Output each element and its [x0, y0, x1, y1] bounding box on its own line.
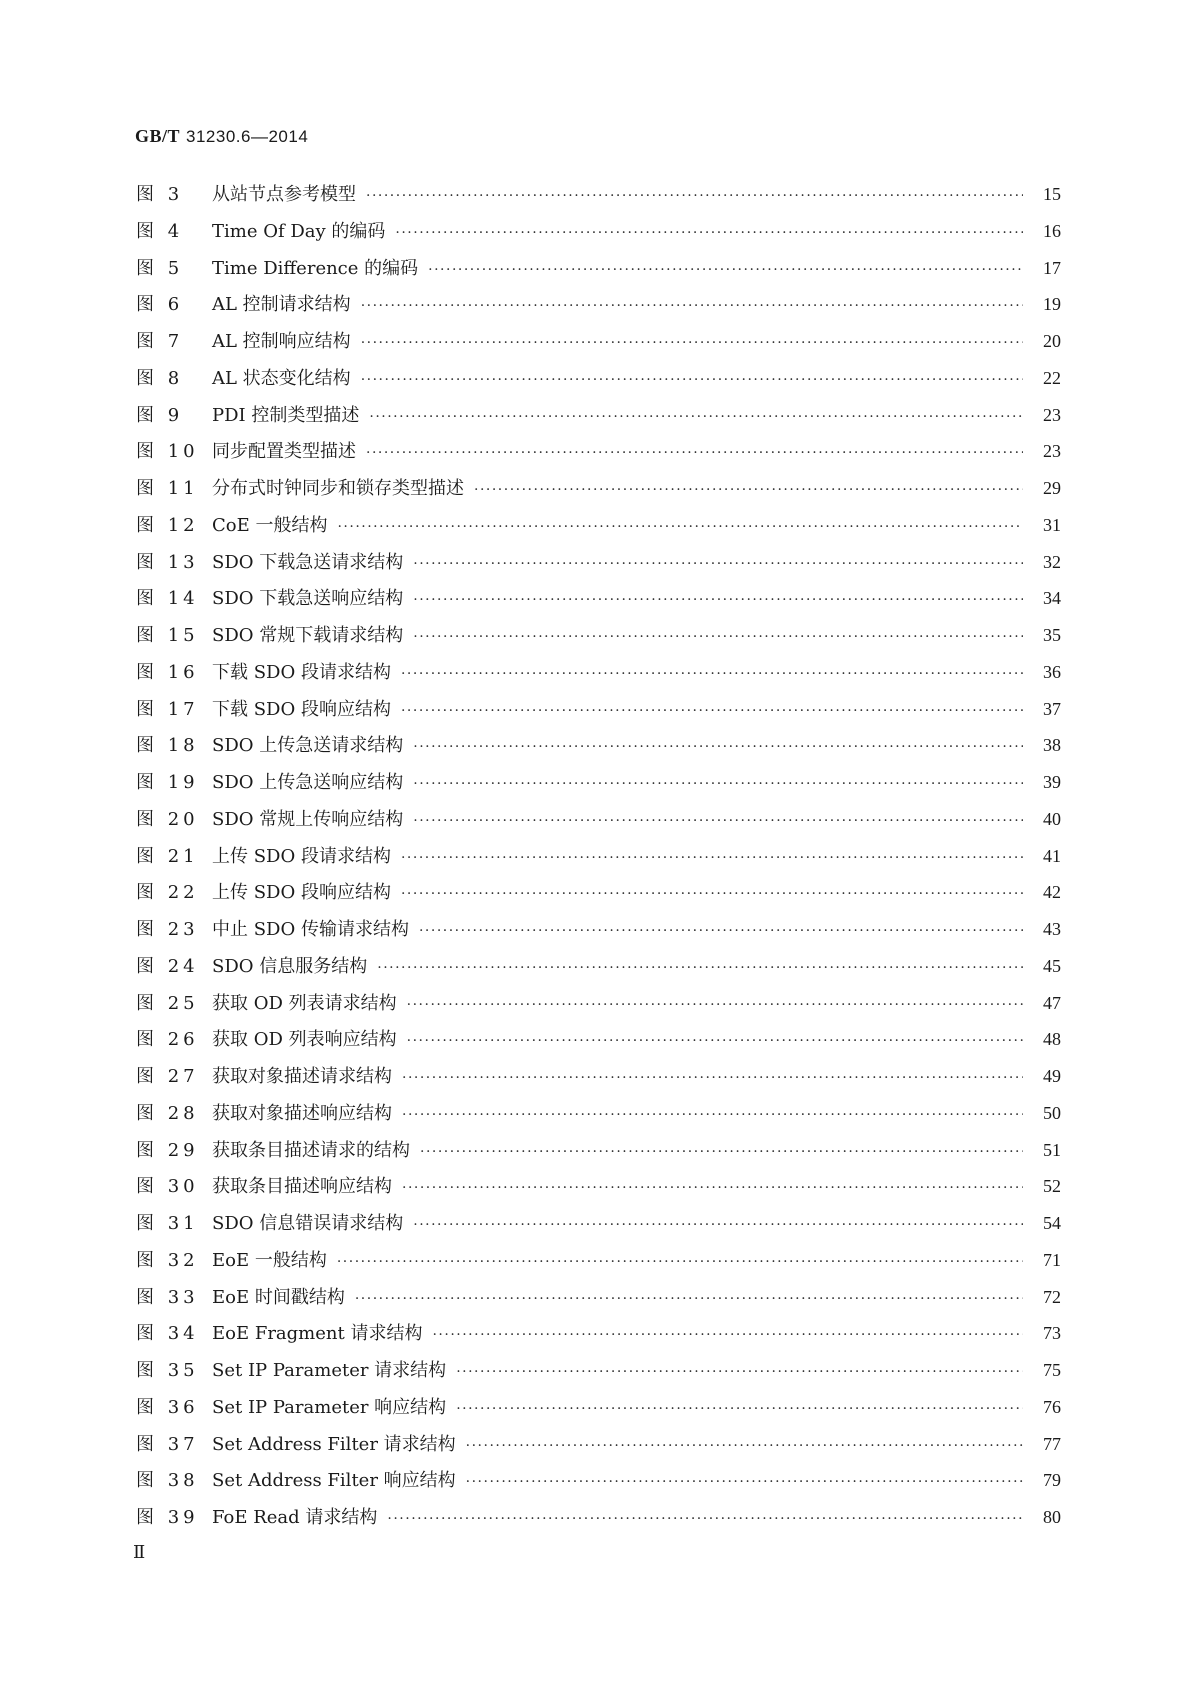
figure-label: 图 21: [136, 845, 199, 867]
page-number: 38: [1043, 735, 1061, 756]
toc-entry[interactable]: [136, 838, 1061, 875]
dot-leader: [337, 509, 1023, 546]
figure-label: 图 37: [136, 1433, 199, 1455]
toc-entry[interactable]: [136, 1132, 1061, 1169]
toc-entry[interactable]: [136, 1168, 1061, 1205]
figure-label: 图 6: [136, 294, 184, 316]
figure-label: 图 7: [136, 331, 184, 352]
page-number: 37: [1043, 698, 1061, 719]
dot-leader: [456, 1354, 1023, 1391]
figure-title: PDI 控制类型描述: [212, 404, 360, 426]
toc-entry[interactable]: [136, 948, 1061, 985]
page-number: 39: [1043, 772, 1061, 792]
toc-entry[interactable]: [136, 1352, 1061, 1389]
page-number: 45: [1043, 955, 1061, 976]
dot-leader: [401, 693, 1023, 730]
figure-title: 获取条目描述请求的结构: [212, 1139, 410, 1161]
figure-label: 图 33: [136, 1286, 199, 1308]
toc-entry[interactable]: [136, 985, 1061, 1022]
dot-leader: [456, 1391, 1023, 1428]
toc-entry[interactable]: [136, 1499, 1061, 1536]
dot-leader: [355, 1281, 1023, 1318]
figure-title: EoE Fragment 请求结构: [212, 1323, 423, 1345]
figure-title: AL 控制请求结构: [212, 294, 351, 316]
dot-leader: [401, 840, 1023, 877]
toc-entry[interactable]: [136, 1058, 1061, 1095]
figure-title: Time Of Day 的编码: [212, 220, 386, 242]
figure-label: 图 14: [136, 588, 199, 610]
dot-leader: [387, 1501, 1023, 1538]
page-number: 23: [1043, 441, 1061, 462]
figure-title: SDO 信息服务结构: [212, 955, 368, 977]
figure-label: 图 34: [136, 1323, 199, 1345]
toc-entry[interactable]: [136, 213, 1061, 250]
figure-title: Set IP Parameter 响应结构: [212, 1396, 447, 1418]
page-number: 35: [1043, 625, 1061, 645]
figure-label: 图 19: [136, 772, 199, 793]
figure-title: 获取 OD 列表响应结构: [212, 1029, 397, 1051]
toc-entry[interactable]: [136, 801, 1061, 838]
toc-entry[interactable]: [136, 250, 1061, 287]
figure-title: 上传 SDO 段响应结构: [212, 882, 391, 904]
figure-title: SDO 下载急送请求结构: [212, 551, 404, 573]
dot-leader: [413, 803, 1023, 840]
figure-title: EoE 时间戳结构: [212, 1286, 345, 1308]
figure-label: 图 27: [136, 1066, 199, 1087]
toc-entry[interactable]: [136, 1095, 1061, 1132]
figure-title: Set Address Filter 请求结构: [212, 1433, 456, 1455]
page-number: 36: [1043, 661, 1061, 682]
figure-label: 图 26: [136, 1029, 199, 1051]
toc-entry[interactable]: [136, 691, 1061, 728]
figure-title: Set IP Parameter 请求结构: [212, 1360, 447, 1381]
figure-label: 图 15: [136, 625, 199, 646]
page-number: 40: [1043, 808, 1061, 829]
toc-entry[interactable]: [136, 507, 1061, 544]
dot-leader: [466, 1464, 1023, 1501]
figure-title: 获取 OD 列表请求结构: [212, 992, 397, 1014]
page-number: 50: [1043, 1102, 1061, 1123]
page-number: 31: [1043, 514, 1061, 535]
figure-title: SDO 信息错误请求结构: [212, 1213, 404, 1234]
figure-title: AL 控制响应结构: [212, 331, 351, 352]
toc-entry[interactable]: [136, 1389, 1061, 1426]
dot-leader: [369, 399, 1023, 436]
figure-label: 图 20: [136, 808, 199, 830]
figure-title: 获取条目描述响应结构: [212, 1176, 392, 1198]
toc-entry[interactable]: [136, 1279, 1061, 1316]
dot-leader: [361, 362, 1023, 399]
figure-title: SDO 下载急送响应结构: [212, 588, 404, 610]
dot-leader: [420, 1134, 1023, 1171]
page-number: 17: [1043, 257, 1061, 278]
figure-title: 从站节点参考模型: [212, 184, 356, 205]
figure-title: 下载 SDO 段响应结构: [212, 698, 391, 720]
toc-entry[interactable]: [136, 580, 1061, 617]
page-number: 77: [1043, 1433, 1061, 1454]
page-number: 34: [1043, 588, 1061, 609]
figure-label: 图 5: [136, 257, 184, 279]
dot-leader: [413, 1207, 1023, 1244]
figure-title: SDO 上传急送响应结构: [212, 772, 404, 793]
figure-label: 图 28: [136, 1102, 199, 1124]
figure-label: 图 36: [136, 1396, 199, 1418]
toc-entry[interactable]: [136, 911, 1061, 948]
dot-leader: [413, 546, 1023, 583]
dot-leader: [361, 288, 1023, 325]
figure-title: SDO 上传急送请求结构: [212, 735, 404, 757]
figure-label: 图 13: [136, 551, 199, 573]
figure-label: 图 10: [136, 441, 199, 463]
figure-label: 图 35: [136, 1360, 199, 1381]
dot-leader: [428, 252, 1023, 289]
figure-title: Time Difference 的编码: [212, 257, 419, 279]
page-number: 16: [1043, 220, 1061, 241]
dot-leader: [366, 435, 1023, 472]
toc-entry[interactable]: [136, 874, 1061, 911]
dot-leader: [466, 1428, 1023, 1465]
page-number: 47: [1043, 992, 1061, 1013]
figure-label: 图 39: [136, 1507, 199, 1528]
dot-leader: [402, 1060, 1023, 1097]
dot-leader: [366, 178, 1023, 215]
figure-label: 图 11: [136, 478, 199, 499]
document-header: [135, 126, 308, 147]
toc-entry[interactable]: [136, 1426, 1061, 1463]
page-number: 41: [1043, 845, 1061, 866]
toc-entry[interactable]: [136, 654, 1061, 691]
figure-label: 图 12: [136, 514, 199, 536]
dot-leader: [401, 656, 1023, 693]
figure-label: 图 18: [136, 735, 199, 757]
page-number: 80: [1043, 1507, 1061, 1527]
figure-title: FoE Read 请求结构: [212, 1507, 378, 1528]
figure-label: 图 8: [136, 367, 184, 389]
figure-label: 图 23: [136, 919, 199, 940]
figure-title: Set Address Filter 响应结构: [212, 1470, 456, 1492]
figure-title: CoE 一般结构: [212, 514, 328, 536]
toc-entry[interactable]: [136, 176, 1061, 213]
dot-leader: [395, 215, 1023, 252]
page-number: 32: [1043, 551, 1061, 572]
figure-title: SDO 常规上传响应结构: [212, 808, 404, 830]
toc-entry[interactable]: [136, 617, 1061, 654]
dot-leader: [402, 1097, 1023, 1134]
standard-prefix: GB/T: [135, 126, 181, 146]
page-number: 73: [1043, 1323, 1061, 1344]
figure-label: 图 24: [136, 955, 199, 977]
toc-entry[interactable]: [136, 360, 1061, 397]
page-number: 23: [1043, 404, 1061, 425]
dot-leader: [337, 1244, 1023, 1281]
figure-title: AL 状态变化结构: [212, 367, 351, 389]
page-number: 52: [1043, 1176, 1061, 1197]
page-number: 79: [1043, 1470, 1061, 1491]
toc-entry[interactable]: [136, 470, 1061, 507]
dot-leader: [413, 766, 1023, 803]
figure-title: EoE 一般结构: [212, 1249, 327, 1271]
dot-leader: [432, 1317, 1023, 1354]
figure-label: 图 25: [136, 992, 199, 1014]
toc-entry[interactable]: [136, 286, 1061, 323]
standard-number: 31230.6—2014: [186, 127, 309, 146]
page-number: 15: [1043, 184, 1061, 204]
figure-title: 上传 SDO 段请求结构: [212, 845, 391, 867]
dot-leader: [377, 950, 1023, 987]
figure-label: 图 3: [136, 184, 184, 205]
figure-title: 获取对象描述请求结构: [212, 1066, 392, 1087]
figure-label: 图 29: [136, 1139, 199, 1161]
toc-entry[interactable]: [136, 1205, 1061, 1242]
dot-leader: [474, 472, 1023, 509]
dot-leader: [407, 1023, 1023, 1060]
toc-entry[interactable]: [136, 1462, 1061, 1499]
figure-label: 图 30: [136, 1176, 199, 1198]
toc-entry[interactable]: [136, 544, 1061, 581]
figure-label: 图 38: [136, 1470, 199, 1492]
toc-entry[interactable]: [136, 433, 1061, 470]
page-number: 19: [1043, 294, 1061, 315]
toc-entry[interactable]: [136, 1315, 1061, 1352]
figure-title: 分布式时钟同步和锁存类型描述: [212, 478, 464, 499]
dot-leader: [413, 729, 1023, 766]
dot-leader: [407, 987, 1023, 1024]
figure-title: 下载 SDO 段请求结构: [212, 661, 391, 683]
dot-leader: [419, 913, 1023, 950]
page-number: 42: [1043, 882, 1061, 903]
page-number: 48: [1043, 1029, 1061, 1050]
page-number: 72: [1043, 1286, 1061, 1307]
figure-label: 图 4: [136, 220, 184, 242]
toc-entry[interactable]: [136, 323, 1061, 360]
page-number: 49: [1043, 1066, 1061, 1086]
dot-leader: [413, 582, 1023, 619]
page-number: 22: [1043, 367, 1061, 388]
figure-label: 图 16: [136, 661, 199, 683]
figure-title: 获取对象描述响应结构: [212, 1102, 392, 1124]
figure-title: SDO 常规下载请求结构: [212, 625, 404, 646]
page-number: 76: [1043, 1396, 1061, 1417]
toc-entry[interactable]: [136, 397, 1061, 434]
page-number: 43: [1043, 919, 1061, 939]
figure-label: 图 32: [136, 1249, 199, 1271]
dot-leader: [402, 1170, 1023, 1207]
figure-list-of-contents: [136, 176, 1061, 1536]
page-number: 20: [1043, 331, 1061, 351]
figure-label: 图 9: [136, 404, 184, 426]
toc-entry[interactable]: [136, 1242, 1061, 1279]
page-number: 29: [1043, 478, 1061, 498]
page-number: 54: [1043, 1213, 1061, 1233]
figure-label: 图 22: [136, 882, 199, 904]
toc-entry[interactable]: [136, 727, 1061, 764]
toc-entry[interactable]: [136, 764, 1061, 801]
toc-entry[interactable]: [136, 1021, 1061, 1058]
page-number-footer: Ⅱ: [133, 1542, 146, 1562]
page-number: 71: [1043, 1249, 1061, 1270]
figure-label: 图 17: [136, 698, 199, 720]
page-number: 75: [1043, 1360, 1061, 1380]
page-number: 51: [1043, 1139, 1061, 1160]
dot-leader: [401, 876, 1023, 913]
dot-leader: [361, 325, 1023, 362]
figure-label: 图 31: [136, 1213, 199, 1234]
figure-title: 同步配置类型描述: [212, 441, 356, 463]
dot-leader: [413, 619, 1023, 656]
figure-title: 中止 SDO 传输请求结构: [212, 919, 409, 940]
